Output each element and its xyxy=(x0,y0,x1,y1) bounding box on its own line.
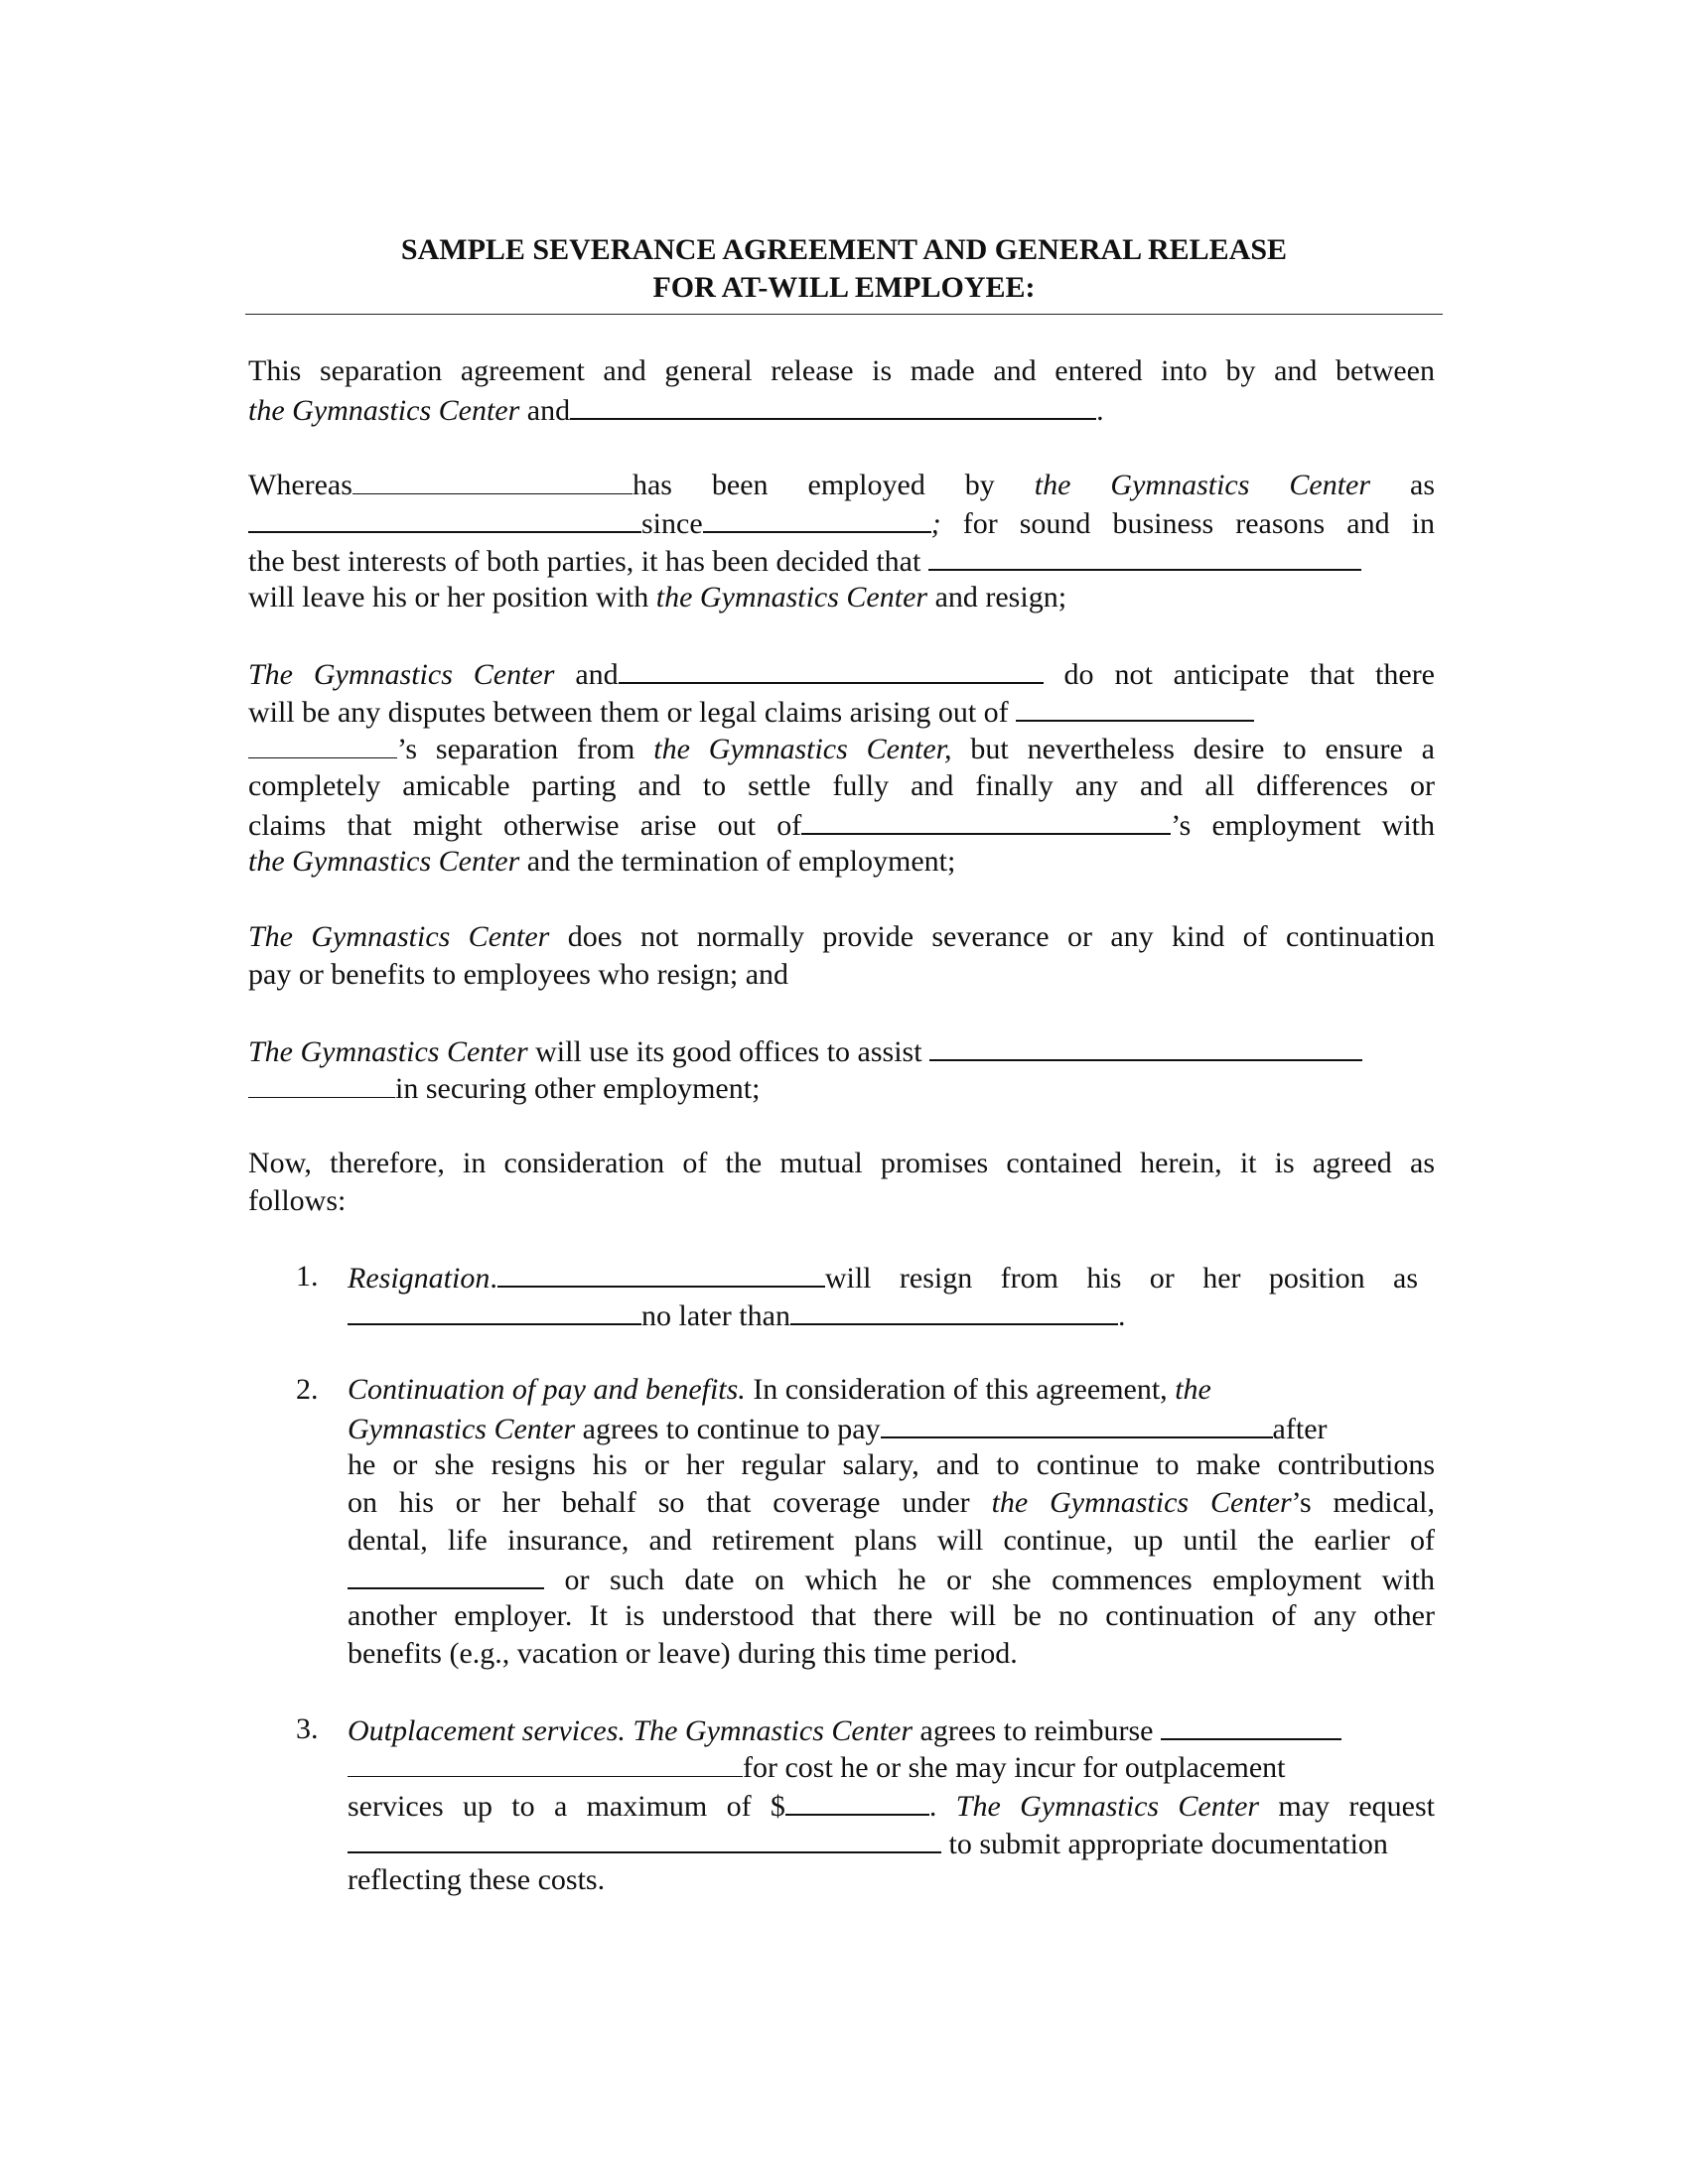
employee-name-blank-2[interactable] xyxy=(928,541,1361,571)
max-amount-blank[interactable] xyxy=(785,1786,929,1816)
assist-line-1: The Gymnastics Center will use its good offices to assist xyxy=(248,1031,1435,1069)
item-3-line-2: for cost he or she may incur for outplacement xyxy=(348,1748,1435,1786)
employee-name-blank-12[interactable] xyxy=(348,1824,941,1853)
dispute-line-6: the Gymnastics Center and the termination of employment; xyxy=(248,845,956,878)
employee-name-blank-11[interactable] xyxy=(348,1748,743,1777)
item-2-line-4: on his or her behalf so that coverage under the Gymnastics Center’s medical, xyxy=(348,1486,1435,1519)
dispute-line-1: The Gymnastics Center and do not anticipate that there xyxy=(248,654,1435,692)
start-date-blank[interactable] xyxy=(703,503,931,533)
dispute-line-4: completely amicable parting and to settle fully and finally any and all differences or xyxy=(248,769,1435,802)
title-line-2: FOR AT-WILL EMPLOYEE: xyxy=(652,271,1036,304)
intro-line-1: This separation agreement and general release is made and entered into by and between xyxy=(248,354,1435,387)
dispute-line-3: ’s separation from the Gymnastics Center, but nevertheless desire to ensure a xyxy=(248,730,1435,767)
whereas-line-1: Whereas has been employed by the Gymnastics Center as xyxy=(248,466,1435,503)
item-number-1: 1. xyxy=(296,1260,319,1293)
whereas-line-4: will leave his or her position with the Gymnastics Center and resign; xyxy=(248,581,1067,614)
item-3-line-4: to submit appropriate documentation xyxy=(348,1824,1435,1861)
item-3-line-3: services up to a maximum of $ . The Gymnastics Center may request xyxy=(348,1786,1435,1824)
item-number-3: 3. xyxy=(296,1712,319,1745)
item-3-line-1: Outplacement services. The Gymnastics Center agrees to reimburse xyxy=(348,1710,1435,1748)
employee-name-blank-9[interactable] xyxy=(497,1258,825,1288)
dispute-line-5: claims that might otherwise arise out of ’s employment with xyxy=(248,805,1435,843)
intro-line-2: the Gymnastics Center and . xyxy=(248,390,1435,428)
item-2-line-3: he or she resigns his or her regular salary, and to continue to make contributions xyxy=(348,1448,1435,1481)
now-therefore-line-2: follows: xyxy=(248,1184,347,1217)
employee-name-blank-6[interactable] xyxy=(801,805,1171,835)
item-2-line-7: another employer. It is understood that there will be no continuation of any other xyxy=(348,1599,1435,1632)
employee-name-blank-5[interactable] xyxy=(248,730,397,758)
item-number-2: 2. xyxy=(296,1373,319,1406)
whereas-line-2: since ; for sound business reasons and in xyxy=(248,503,1435,541)
item-2-line-5: dental, life insurance, and retirement plans will continue, up until the earlier of xyxy=(348,1524,1435,1557)
resign-date-blank[interactable] xyxy=(790,1296,1118,1325)
employee-name-blank-8[interactable] xyxy=(248,1069,395,1098)
severance-line-1: The Gymnastics Center does not normally provide severance or any kind of continuation xyxy=(248,920,1435,953)
employee-name-blank-7[interactable] xyxy=(929,1031,1362,1061)
item-2-line-2: Gymnastics Center agrees to continue to pay after xyxy=(348,1409,1435,1446)
whereas-line-3: the best interests of both parties, it has been decided that xyxy=(248,541,1435,579)
item-1-line-2: no later than . xyxy=(348,1296,1435,1333)
employee-name-blank-10[interactable] xyxy=(1161,1710,1341,1740)
severance-line-2: pay or benefits to employees who resign; and xyxy=(248,958,789,991)
assist-line-2: in securing other employment; xyxy=(248,1069,1435,1107)
employee-name-blank-3[interactable] xyxy=(619,654,1044,684)
item-2-line-6: or such date on which he or she commences employment with xyxy=(348,1560,1435,1597)
item-1-line-1: Resignation. will resign from his or her position as xyxy=(348,1258,1418,1296)
party-name-blank[interactable] xyxy=(570,390,1096,420)
pay-duration-blank[interactable] xyxy=(881,1409,1273,1438)
item-2-line-8: benefits (e.g., vacation or leave) during this time period. xyxy=(348,1637,1018,1670)
employee-name-blank-4[interactable] xyxy=(1016,692,1254,722)
item-3-line-5: reflecting these costs. xyxy=(348,1863,606,1896)
end-date-blank[interactable] xyxy=(348,1560,544,1589)
item-2-line-1: Continuation of pay and benefits. In consideration of this agreement, the xyxy=(348,1373,1211,1406)
now-therefore-line-1: Now, therefore, in consideration of the mutual promises contained herein, it is agreed as xyxy=(248,1147,1435,1179)
title-divider xyxy=(245,314,1443,315)
title-line-1: SAMPLE SEVERANCE AGREEMENT AND GENERAL RELEASE xyxy=(400,233,1288,266)
position-blank[interactable] xyxy=(248,503,641,533)
dispute-line-2: will be any disputes between them or legal claims arising out of xyxy=(248,692,1435,730)
employee-name-blank[interactable] xyxy=(352,466,633,494)
position-blank-2[interactable] xyxy=(348,1296,641,1325)
document-title xyxy=(0,231,1688,307)
